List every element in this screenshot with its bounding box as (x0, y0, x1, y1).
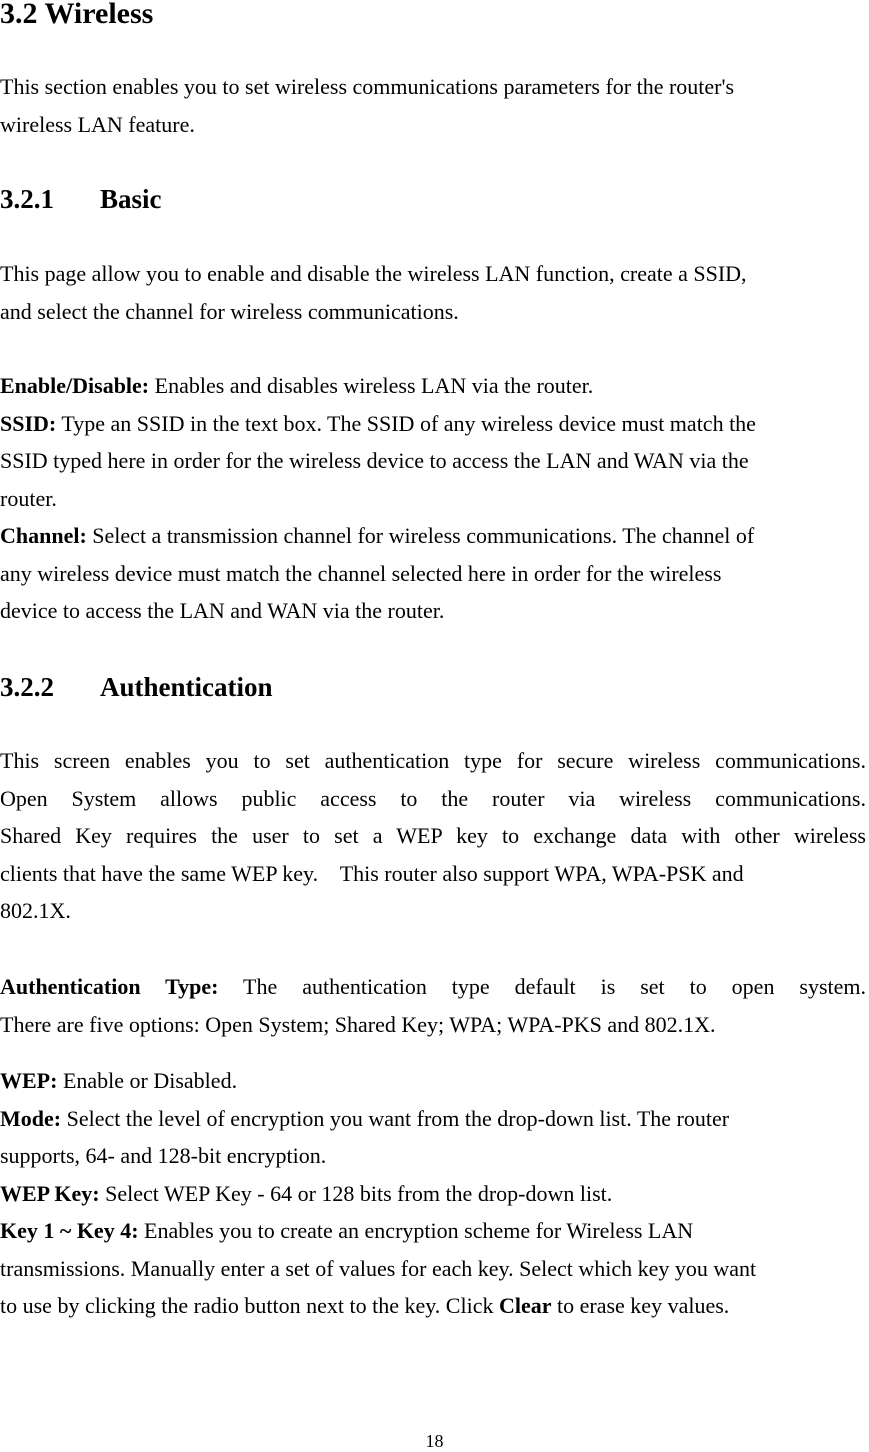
authentication-heading-number: 3.2.2 (0, 672, 54, 702)
section-intro (0, 68, 866, 143)
definition-text: Enables you to create an encryption scheme for Wireless LAN (138, 1218, 694, 1243)
definition-text-line: supports, 64- and 128-bit encryption. (0, 1143, 327, 1168)
definition-term: Authentication Type: (0, 974, 219, 999)
authentication-definitions (0, 1062, 866, 1325)
definition-text-line: router. (0, 485, 57, 511)
basic-heading-number: 3.2.1 (0, 184, 54, 214)
definition-text: Select the level of encryption you want from the drop-down list. The router (61, 1105, 730, 1131)
definition-term: WEP: (0, 1068, 58, 1093)
enable-disable-definition (0, 367, 866, 405)
section-intro-line: wireless LAN feature. (0, 111, 195, 137)
basic-intro (0, 255, 866, 330)
authentication-intro-line: clients that have the same WEP key. This router also support WPA, WPA-PSK and (0, 860, 744, 886)
authentication-intro-line: 802.1X. (0, 898, 71, 923)
definition-term: Enable/Disable: (0, 373, 150, 398)
authentication-intro-line: Open System allows public access to the router via wireless communications. (0, 785, 866, 811)
wep-definition (0, 1062, 866, 1100)
definition-text-line: There are five options: Open System; Shared Key; WPA; WPA-PKS and 802.1X. (0, 1011, 716, 1037)
definition-text: to use by clicking the radio button next to the key. Click (0, 1293, 499, 1318)
definition-text-line: device to access the LAN and WAN via the router. (0, 598, 445, 623)
authentication-heading (0, 670, 273, 704)
basic-intro-line: This page allow you to enable and disable the wireless LAN function, create a SSID, (0, 261, 747, 286)
clear-keyword: Clear (498, 1293, 552, 1318)
definition-term: SSID: (0, 410, 57, 436)
mode-definition (0, 1100, 866, 1138)
definition-term: Key 1 ~ Key 4: (0, 1218, 139, 1243)
authentication-intro-line: This screen enables you to set authentication type for secure wireless communications. (0, 748, 866, 773)
definition-term: Mode: (0, 1105, 62, 1131)
definition-text-line: SSID typed here in order for the wireless device to access the LAN and WAN via the (0, 448, 749, 473)
definition-term: Channel: (0, 523, 87, 548)
wep-key-definition (0, 1175, 866, 1213)
authentication-heading-title: Authentication (100, 672, 273, 702)
authentication-type-line (0, 968, 866, 1006)
section-title: 3.2 Wireless (0, 0, 154, 30)
ssid-definition (0, 405, 866, 443)
definition-text: Enables and disables wireless LAN via the router. (149, 373, 594, 398)
definition-text-line: transmissions. Manually enter a set of values for each key. Select which key you want (0, 1255, 757, 1281)
definition-text: Select a transmission channel for wireless communications. The channel of (86, 523, 755, 548)
definition-text: Enable or Disabled. (57, 1068, 238, 1093)
channel-definition (0, 517, 866, 555)
section-intro-line: This section enables you to set wireless communications parameters for the router's (0, 74, 735, 99)
page-number: 18 (425, 1431, 444, 1451)
definition-text: to erase key values. (551, 1293, 730, 1318)
key1-key4-last-line (0, 1287, 866, 1325)
definition-text: Select WEP Key - 64 or 128 bits from the drop-down list. (99, 1180, 613, 1206)
basic-definitions (0, 367, 866, 630)
basic-heading-title: Basic (100, 184, 162, 214)
basic-intro-line: and select the channel for wireless communications. (0, 298, 459, 324)
definition-text-line: any wireless device must match the channel selected here in order for the wireless (0, 560, 722, 586)
authentication-intro-line: Shared Key requires the user to set a WEP key to exchange data with other wireless (0, 823, 866, 848)
authentication-intro (0, 742, 866, 930)
authentication-type-definition (0, 968, 866, 1043)
basic-heading (0, 182, 162, 216)
definition-term: WEP Key: (0, 1180, 100, 1206)
definition-text: Type an SSID in the text box. The SSID of any wireless device must match the (56, 410, 756, 436)
key1-key4-definition (0, 1212, 866, 1250)
definition-text: The authentication type default is set to open system. (243, 974, 867, 999)
